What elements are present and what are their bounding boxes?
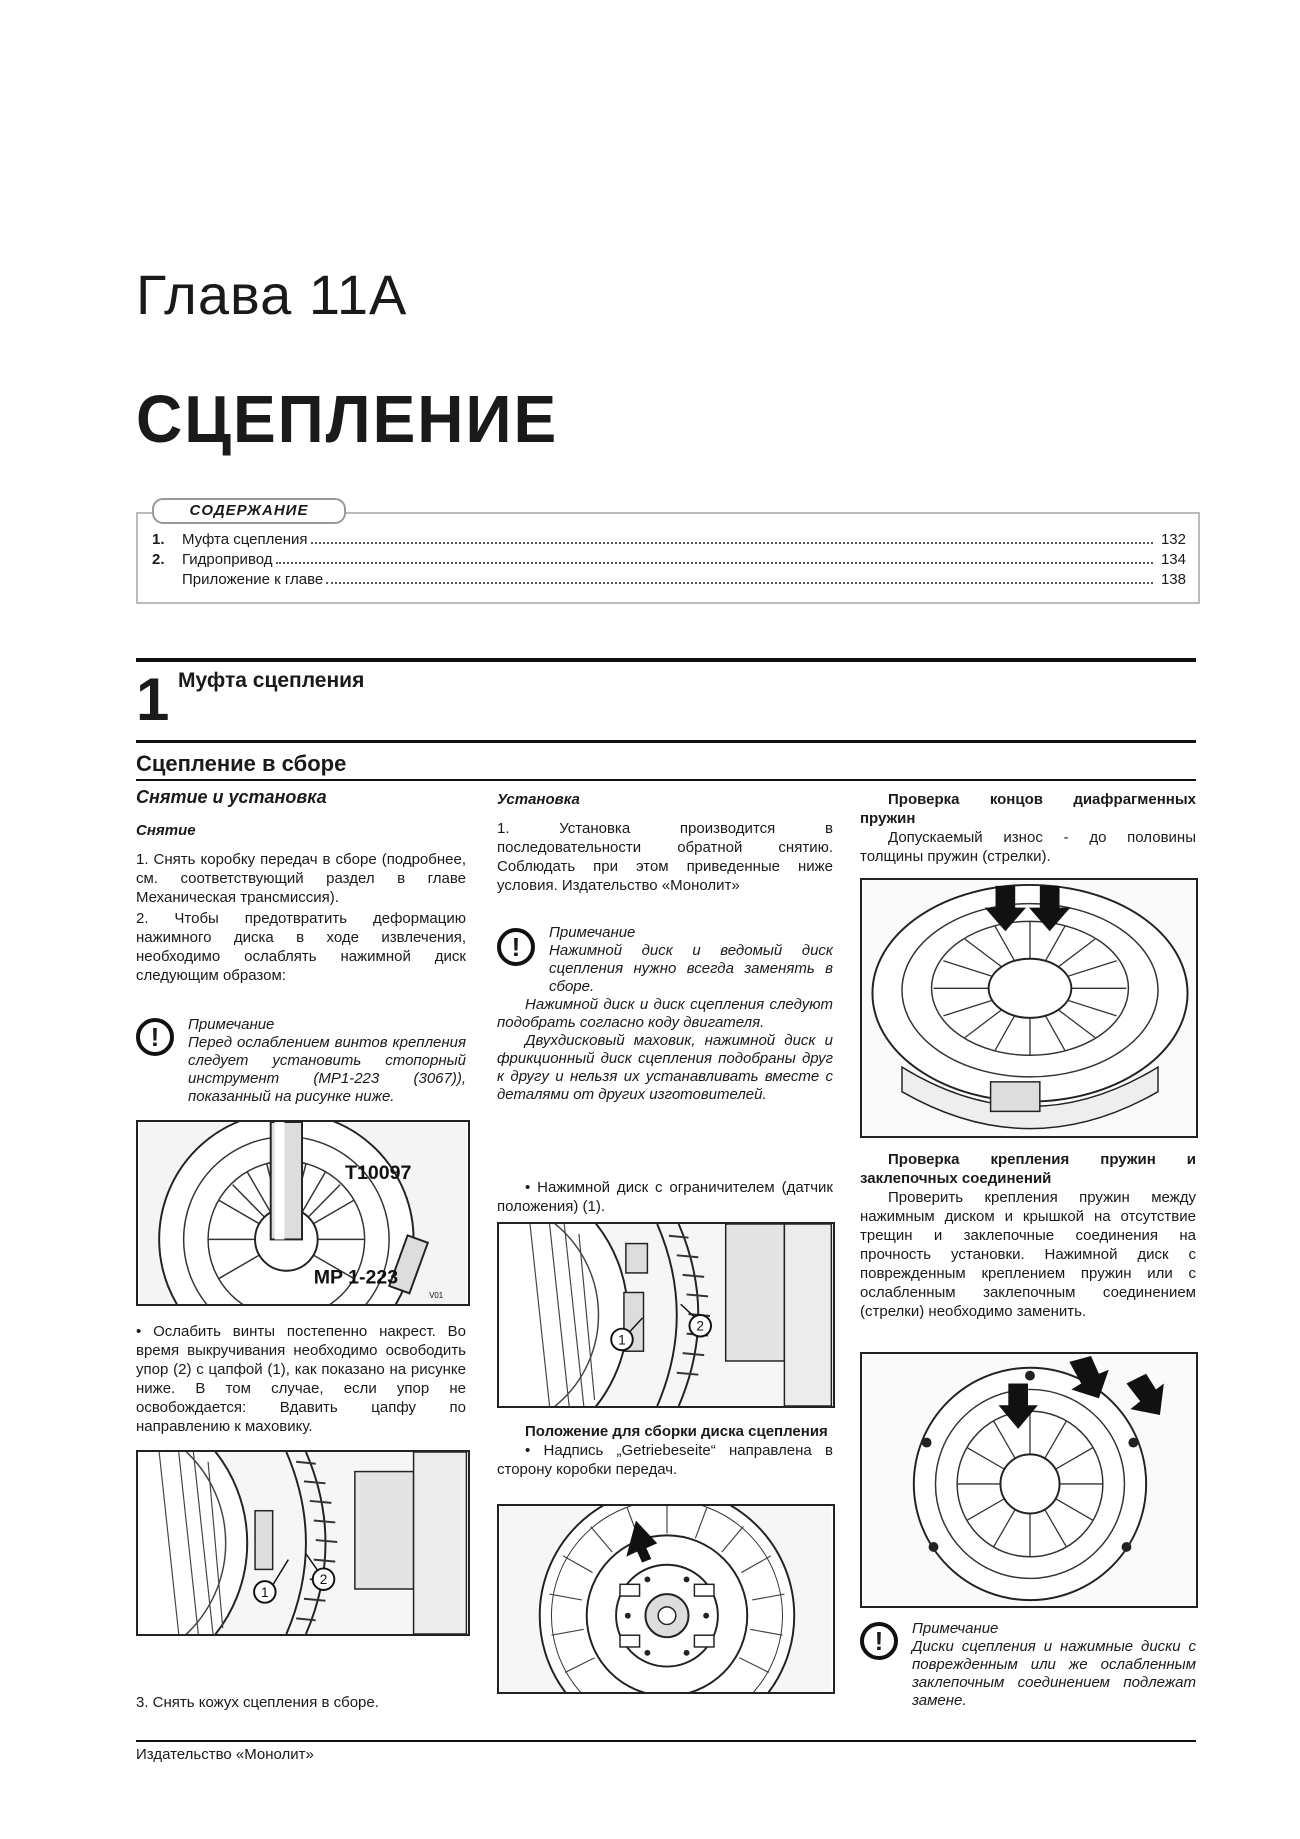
fig1-code: V01 bbox=[429, 1291, 444, 1301]
subsection-rule-bottom bbox=[136, 779, 1196, 781]
col3-para-1: Допускаемый износ - до половины толщины пружин (стрелки). bbox=[860, 829, 1196, 865]
toc-num bbox=[152, 570, 182, 589]
warning-icon: ! bbox=[860, 1622, 898, 1660]
figure-stop-and-pin bbox=[136, 1450, 470, 1636]
col1-para-4: 3. Снять кожух сцепления в сборе. bbox=[136, 1694, 379, 1711]
fig3-callout-2: 2 bbox=[696, 1318, 705, 1334]
toc-page: 134 bbox=[1160, 551, 1186, 568]
col1-subheading: Снятие bbox=[136, 822, 196, 839]
col2-para-2: • Нажимной диск с ограничителем (датчик положения) (1). bbox=[497, 1179, 833, 1215]
column-3 bbox=[860, 790, 1196, 866]
toc-label: Муфта сцепления bbox=[182, 531, 308, 548]
col3-section-2 bbox=[860, 1150, 1196, 1321]
note-text: Диски сцепления и нажимные диски с поврежденным или же ослабленным заклепочным соединением подлежат замене. bbox=[912, 1638, 1196, 1709]
note-text: Перед ослаблением винтов крепления следует установить стопорный инструмент (МР1-223 (3067)), показанный на рисунке ниже. bbox=[188, 1034, 466, 1105]
col1-para-2: 2. Чтобы предотвратить деформацию нажимного диска в ходе извлечения, необходимо ослаблять нажимной диск следующим образом: bbox=[136, 910, 466, 984]
col1-para-3: • Ослабить винты постепенно накрест. Во время выкручивания необходимо освободить упор (2) с цапфой (1), как показано на рисунке ниже. В том случае, если упор не освобождается: Вдавить цапфу по направлению к маховику. bbox=[136, 1323, 466, 1435]
toc-label: Приложение к главе bbox=[182, 571, 324, 588]
figure-clutch-locking-tool bbox=[136, 1120, 470, 1306]
note-text-3: Двухдисковый маховик, нажимной диск и фрикционный диск сцепления подобраны друг к другу и нельзя их устанавливать вместе с деталями от других изготовителей. bbox=[497, 1032, 833, 1103]
toc-page: 138 bbox=[1160, 571, 1186, 588]
col3-heading-2: Проверка крепления пружин и заклепочных соединений bbox=[860, 1151, 1196, 1187]
column-2 bbox=[497, 790, 833, 895]
warning-icon: ! bbox=[497, 928, 535, 966]
toc-row[interactable] bbox=[152, 530, 1186, 549]
note-label: Примечание bbox=[549, 924, 636, 941]
col2-section-2 bbox=[497, 1422, 833, 1479]
figure-pressure-plate-sensor bbox=[497, 1222, 835, 1408]
toc-num: 1. bbox=[152, 531, 165, 548]
fig1-label-mp: MP 1-223 bbox=[313, 1266, 399, 1289]
col2-para-3: • Надпись „Getriebeseite“ направлена в сторону коробки передач. bbox=[497, 1442, 833, 1478]
footer-rule bbox=[136, 1740, 1196, 1742]
figure-clutch-disc bbox=[497, 1504, 835, 1694]
col3-para-2: Проверить крепления пружин между нажимным диском и крышкой на отсутствие трещин и заклепочные соединения на прочность установки. Нажимной диск с поврежденным креплением пружин или с ослабленным заклепочным соединением (стрелки) необходимо заменить. bbox=[860, 1189, 1196, 1320]
fig3-callout-1: 1 bbox=[618, 1332, 626, 1348]
col2-heading: Установка bbox=[497, 791, 580, 808]
table-of-contents bbox=[136, 502, 1200, 604]
section-title: Муфта сцепления bbox=[178, 669, 365, 692]
fig1-label-tool: T10097 bbox=[345, 1161, 412, 1184]
section-number: 1 bbox=[136, 666, 170, 733]
clutch-tool-illustration bbox=[138, 1122, 468, 1304]
toc-num: 2. bbox=[152, 551, 165, 568]
footer-publisher: Издательство «Монолит» bbox=[136, 1746, 314, 1763]
fig2-callout-2: 2 bbox=[319, 1572, 328, 1588]
toc-page: 132 bbox=[1160, 531, 1186, 548]
col1-heading: Снятие и установка bbox=[136, 787, 327, 807]
note-label: Примечание bbox=[912, 1620, 999, 1637]
note-text-1: Нажимной диск и ведомый диск сцепления нужно всегда заменять в сборе. bbox=[549, 942, 833, 995]
chapter-title: СЦЕПЛЕНИЕ bbox=[136, 381, 559, 457]
subsection-title: Сцепление в сборе bbox=[136, 751, 347, 776]
subsection-rule-top bbox=[136, 740, 1196, 743]
figure-diaphragm-spring bbox=[860, 878, 1198, 1138]
col3-heading-1: Проверка концов диафрагменных пружин bbox=[860, 791, 1196, 827]
toc-dots bbox=[326, 570, 1153, 584]
toc-dots bbox=[276, 550, 1153, 564]
col1-note bbox=[188, 1016, 466, 1106]
rivet-connections-illustration bbox=[862, 1354, 1196, 1606]
pressure-plate-sensor-illustration bbox=[499, 1224, 833, 1406]
note-label: Примечание bbox=[188, 1016, 275, 1033]
col2-note bbox=[497, 924, 833, 1104]
col3-note bbox=[860, 1620, 1196, 1710]
col2-para-1: 1. Установка производится в последовательности обратной снятию. Соблюдать при этом приведенные ниже условия. Издательство «Монолит» bbox=[497, 820, 833, 894]
clutch-disc-illustration bbox=[499, 1506, 833, 1692]
warning-icon: ! bbox=[136, 1018, 174, 1056]
note-text-2: Нажимной диск и диск сцепления следуют подобрать согласно коду двигателя. bbox=[497, 996, 833, 1031]
toc-dots bbox=[311, 530, 1154, 544]
section-rule bbox=[136, 658, 1196, 662]
figure-rivet-connections bbox=[860, 1352, 1198, 1608]
chapter-number: Глава 11А bbox=[136, 263, 408, 326]
stop-pin-illustration bbox=[138, 1452, 468, 1634]
col2-heading-2: Положение для сборки диска сцепления bbox=[525, 1423, 828, 1440]
toc-heading: СОДЕРЖАНИЕ bbox=[152, 498, 346, 524]
fig2-callout-1: 1 bbox=[261, 1584, 269, 1600]
toc-row[interactable] bbox=[152, 550, 1186, 569]
toc-label: Гидропривод bbox=[182, 551, 273, 568]
col1-para-1: 1. Снять коробку передач в сборе (подробнее, см. соответствующий раздел в главе Механическая трансмиссия). bbox=[136, 851, 466, 906]
diaphragm-spring-illustration bbox=[862, 880, 1196, 1136]
toc-row[interactable] bbox=[152, 570, 1186, 589]
column-1 bbox=[136, 788, 466, 985]
